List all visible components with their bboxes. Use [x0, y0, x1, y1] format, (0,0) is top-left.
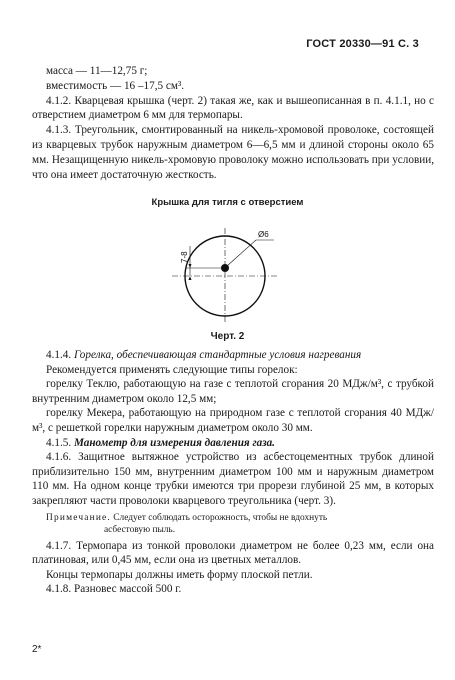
- paragraph-414-teclu: горелку Теклю, работающую на газе с теплотой сгорания 20 МДж/м³, с трубкой внутренним диаметром около 12,5 мм;: [32, 378, 434, 405]
- paragraph-415: [32, 436, 434, 451]
- paragraph-413: 4.1.3. Треугольник, смонтированный на никель-хромовой проволоке, состоящей из кварцевых трубок наружным диаметром 6—6,5 мм и длиной стороны около 65 мм. Незащищенную никель-хромовую проволоку можно использовать при условии, что она имеет достаточную жесткость.: [32, 124, 434, 181]
- paragraph-418: 4.1.8. Разновес массой 500 г.: [46, 583, 182, 596]
- paragraph-414-meker: горелку Мекера, работающую на природном газе с теплотой сгорания 40 МДж/м³, с решеткой горелки наружным диаметром около 30 мм.: [32, 407, 434, 434]
- offset-dimension-label: 7-8: [180, 251, 189, 263]
- lid-drawing: [160, 226, 290, 326]
- figure-title: Крышка для тигля с отверстием: [151, 197, 304, 208]
- note-line1: Следует соблюдать осторожность, чтобы не вдохнуть: [113, 512, 328, 523]
- section-415-number: 4.1.5.: [46, 436, 72, 449]
- dimension-arrow-bottom: [189, 276, 192, 280]
- note: [32, 512, 434, 537]
- section-414-number: 4.1.4.: [46, 349, 72, 361]
- paragraph-417: 4.1.7. Термопара из тонкой проволоки диаметром не более 0,23 мм, если она платиновая, или 0,45 мм, если она из цветных металлов.: [32, 539, 434, 567]
- leader-line: [227, 240, 256, 266]
- dimension-arrow-top: [189, 264, 192, 268]
- main-text-block: [32, 348, 434, 597]
- figure-caption: Черт. 2: [210, 331, 245, 342]
- paragraph-416: 4.1.6. Защитное вытяжное устройство из асбестоцементных трубок длиной приблизительно 150 мм, внутренним диаметром 100 мм и наружным диаметром 110 мм. На одном конце трубки имеются три прорези глубиной 25 мм, в которых закрепляют части проволоки кварцевого треугольника (черт. 3).: [32, 451, 434, 507]
- paragraph-capacity: вместимость — 16 –17,5 см³.: [46, 79, 185, 92]
- page-header: ГОСТ 20330—91 С. 3: [306, 38, 419, 50]
- paragraph-412: 4.1.2. Кварцевая крышка (черт. 2) такая же, как и вышеописанная в п. 4.1.1, но с отверстием диаметром 6 мм для термопары.: [32, 94, 434, 122]
- note-line2: асбестовую пыль.: [104, 525, 176, 536]
- paragraph-mass: масса — 11—12,75 г;: [46, 65, 148, 77]
- note-label: Примечание.: [46, 512, 111, 523]
- page-number: 2*: [32, 644, 42, 655]
- section-415-title: Манометр для измерения давления газа.: [73, 436, 275, 449]
- paragraph-417-extra: Концы термопары должны иметь форму плоской петли.: [46, 568, 313, 581]
- paragraph-414-intro: Рекомендуется применять следующие типы горелок:: [46, 363, 298, 376]
- top-text-block: [32, 64, 434, 182]
- hole-diameter-label: Ø6: [258, 230, 269, 239]
- section-414-title: Горелка, обеспечивающая стандартные условия нагревания: [73, 349, 362, 361]
- paragraph-414-heading: [32, 348, 434, 363]
